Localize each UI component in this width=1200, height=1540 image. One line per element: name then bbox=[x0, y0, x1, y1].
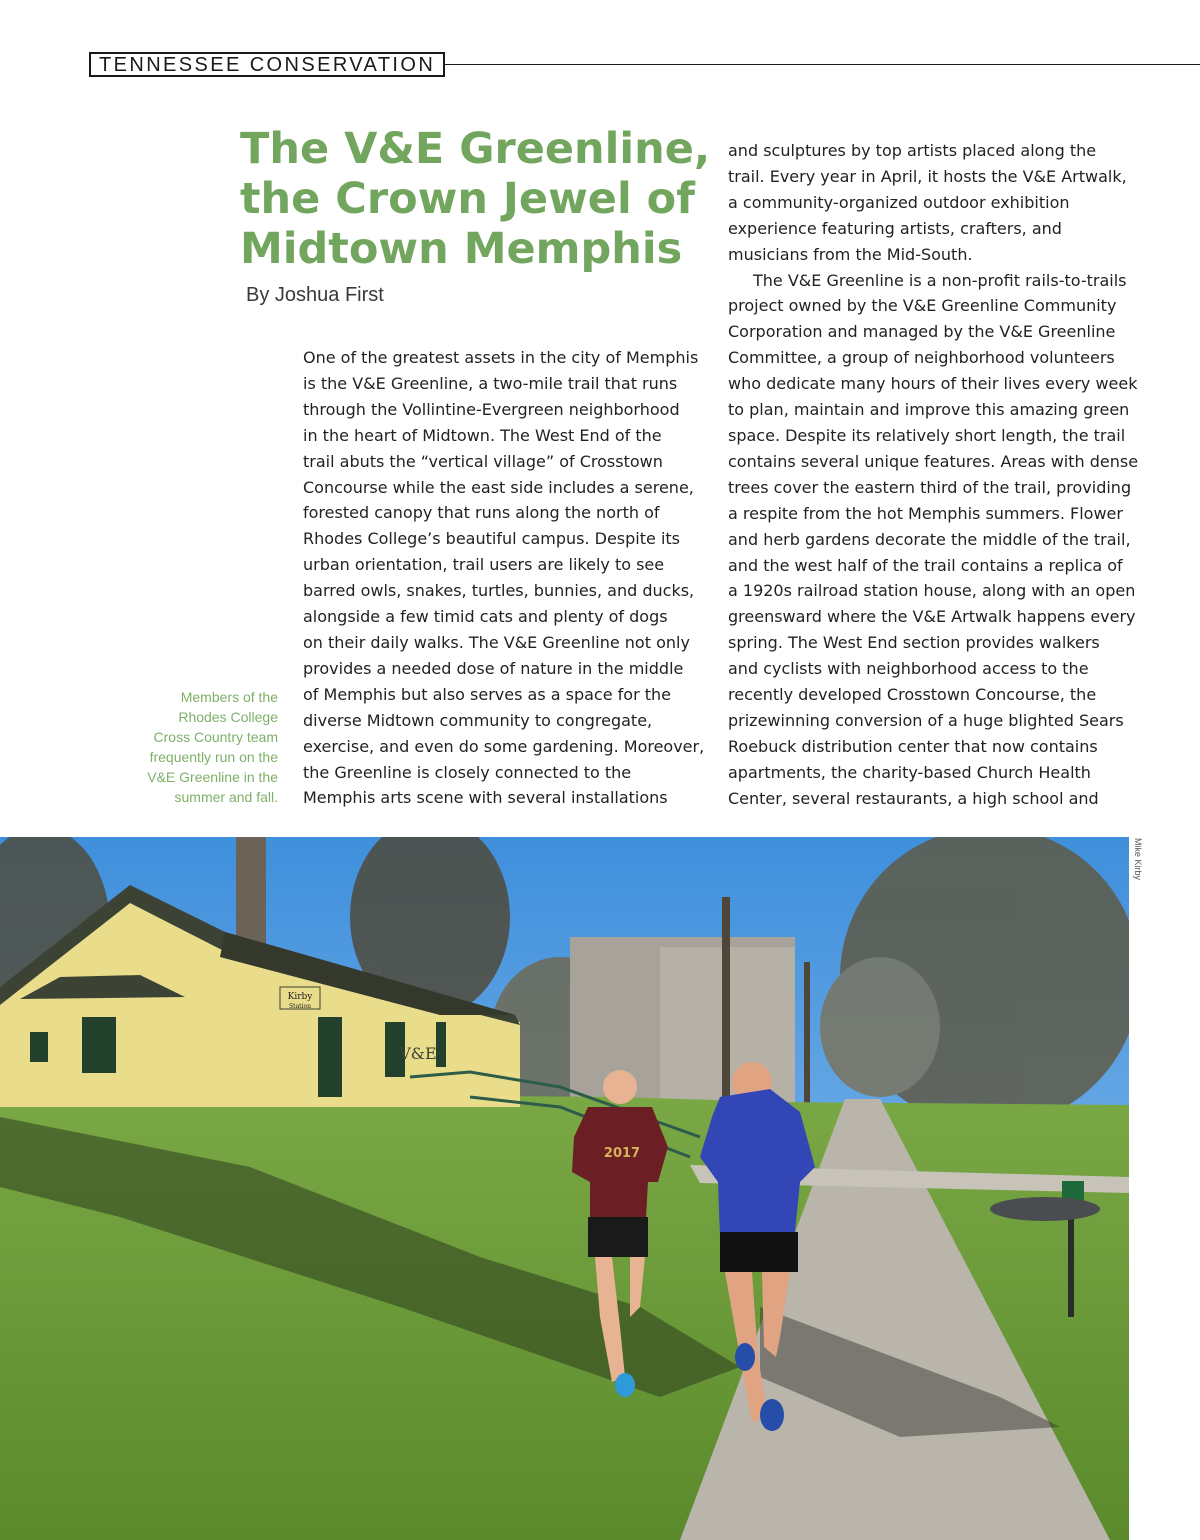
text-line: One of the greatest assets in the city of Memphis bbox=[303, 348, 699, 367]
section-label: TENNESSEE CONSERVATION bbox=[89, 52, 445, 77]
text-line: and the west half of the trail contains a replica of bbox=[728, 555, 1123, 575]
text-line: a respite from the hot Memphis summers. Flower bbox=[728, 503, 1123, 523]
text-line: space. Despite its relatively short length, the trail bbox=[728, 425, 1126, 445]
text-line: and herb gardens decorate the middle of the trail, bbox=[728, 529, 1131, 549]
station-sign-subtext: Station bbox=[289, 1003, 311, 1010]
text-line: to plan, maintain and improve this amazing green bbox=[728, 400, 1130, 420]
text-line: barred owls, snakes, turtles, bunnies, and ducks, bbox=[303, 581, 695, 601]
text-line: the Greenline is closely connected to the bbox=[303, 762, 632, 782]
section-rule bbox=[440, 64, 1200, 65]
text-line: Concourse while the east side includes a serene, bbox=[303, 477, 694, 497]
text-line: who dedicate many hours of their lives every week bbox=[728, 374, 1138, 394]
shirt-number: 2017 bbox=[603, 1146, 641, 1161]
text-line: urban orientation, trail users are likely to see bbox=[303, 555, 665, 575]
caption-line: summer and fall. bbox=[174, 789, 278, 805]
byline: By Joshua First bbox=[246, 284, 384, 306]
article-column-left bbox=[303, 345, 713, 811]
text-line: of Memphis but also serves as a space for the bbox=[303, 684, 671, 704]
text-line: on their daily walks. The V&E Greenline not only bbox=[303, 632, 690, 652]
text-line: provides a needed dose of nature in the middle bbox=[303, 658, 684, 678]
caption-line: Members of the bbox=[180, 689, 278, 705]
text-line: greensward where the V&E Artwalk happens every bbox=[728, 607, 1136, 627]
text-line: Roebuck distribution center that now contains bbox=[728, 736, 1098, 756]
text-line: a 1920s railroad station house, along with an open bbox=[728, 581, 1136, 601]
text-line: trees cover the eastern third of the trail, providing bbox=[728, 477, 1132, 497]
text-line: contains several unique features. Areas with dense bbox=[728, 451, 1139, 471]
text-line: exercise, and even do some gardening. Moreover, bbox=[303, 736, 705, 756]
text-line: spring. The West End section provides walkers bbox=[728, 633, 1100, 653]
text-line: apartments, the charity-based Church Health bbox=[728, 762, 1091, 782]
text-line: Committee, a group of neighborhood volunteers bbox=[728, 348, 1115, 368]
text-line: The V&E Greenline is a non-profit rails-to-trails bbox=[753, 270, 1127, 290]
bench bbox=[990, 1197, 1100, 1221]
ve-emblem: V&E bbox=[399, 1044, 437, 1063]
text-line: project owned by the V&E Greenline Community bbox=[728, 296, 1117, 316]
station-sign: Kirby bbox=[287, 992, 313, 1002]
caption-line: V&E Greenline in the bbox=[147, 769, 278, 785]
text-line: recently developed Crosstown Concourse, the bbox=[728, 685, 1097, 705]
text-line: trail. Every year in April, it hosts the V&E Artwalk, bbox=[728, 166, 1127, 186]
text-line: diverse Midtown community to congregate, bbox=[303, 710, 653, 730]
photo-credit: Mike Kirby bbox=[1133, 838, 1143, 881]
text-line: experience featuring artists, crafters, and bbox=[728, 218, 1062, 238]
greenline-photo bbox=[0, 837, 1129, 1540]
text-line: and cyclists with neighborhood access to the bbox=[728, 659, 1089, 679]
text-line: is the V&E Greenline, a two-mile trail that runs bbox=[303, 373, 678, 393]
text-line: and sculptures by top artists placed along the bbox=[728, 141, 1097, 160]
text-line: musicians from the Mid-South. bbox=[728, 244, 973, 264]
text-line: a community-organized outdoor exhibition bbox=[728, 192, 1070, 212]
text-line: Center, several restaurants, a high school and bbox=[728, 788, 1099, 808]
caption-line: Rhodes College bbox=[178, 709, 278, 725]
text-line: through the Vollintine-Evergreen neighborhood bbox=[303, 399, 680, 419]
paragraph-1 bbox=[303, 345, 713, 811]
utility-pole bbox=[804, 962, 810, 1112]
text-line: Rhodes College’s beautiful campus. Despite its bbox=[303, 529, 680, 549]
article-column-right bbox=[728, 138, 1138, 812]
text-line: forested canopy that runs along the north of bbox=[303, 503, 660, 523]
text-line: trail abuts the “vertical village” of Crosstown bbox=[303, 451, 663, 471]
text-line: prizewinning conversion of a huge blighted Sears bbox=[728, 710, 1124, 730]
caption-line: Cross Country team bbox=[153, 729, 278, 745]
article-title: The V&E Greenline, the Crown Jewel of Midtown Memphis bbox=[240, 124, 711, 274]
utility-pole bbox=[722, 897, 730, 1112]
caption-line: frequently run on the bbox=[149, 749, 278, 765]
paragraph-1-continued bbox=[728, 138, 1138, 268]
text-line: Corporation and managed by the V&E Greenline bbox=[728, 322, 1116, 342]
text-line: in the heart of Midtown. The West End of the bbox=[303, 425, 662, 445]
text-line: Memphis arts scene with several installations bbox=[303, 788, 668, 808]
photo-caption bbox=[120, 687, 278, 807]
text-line: alongside a few timid cats and plenty of dogs bbox=[303, 607, 668, 627]
paragraph-2 bbox=[728, 268, 1138, 812]
